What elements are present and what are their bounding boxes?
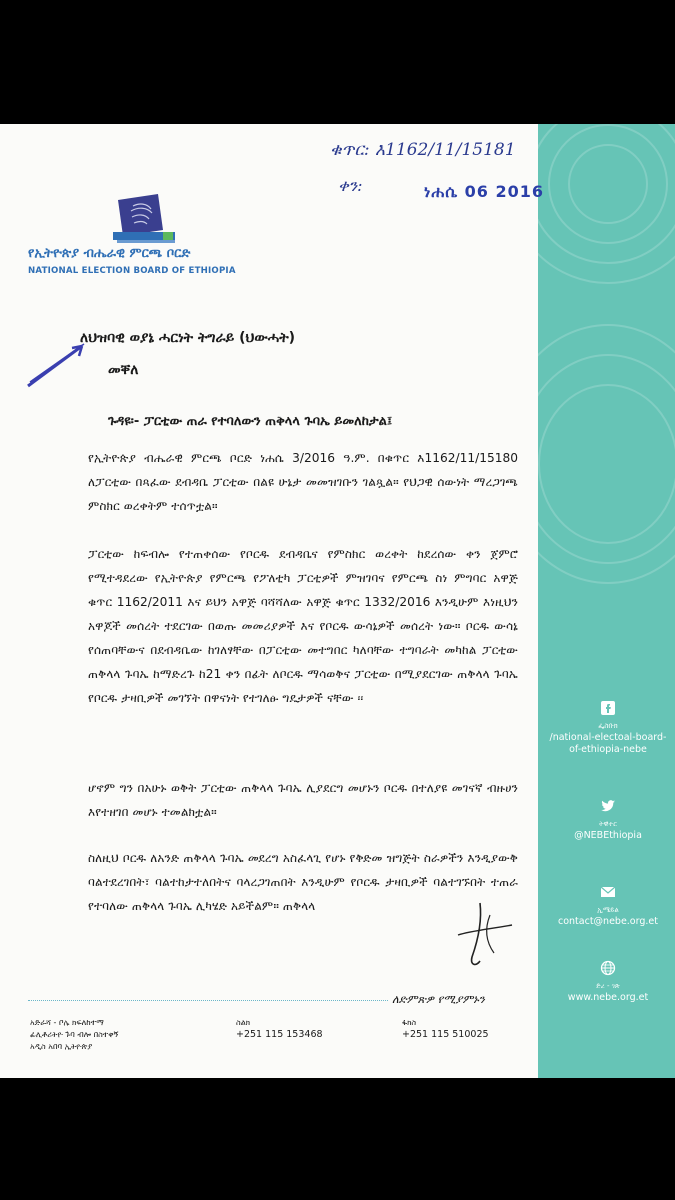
globe-icon	[600, 960, 616, 976]
email-label: ኢሜይል	[597, 906, 619, 914]
email-contact[interactable]	[548, 884, 668, 928]
facebook-label: ፌስቡክ	[598, 722, 618, 730]
website-label: ድረ - ገጽ	[595, 982, 621, 990]
body-paragraph: የኢትዮጵያ ብሔራዊ ምርጫ ቦርድ ነሐሴ 3/2016 ዓ.ም. በቁጥር እ1162/11/15180 ለፓርቲው በጻፈው ደብዳቤ ፓርቲው በልዩ ሁኔታ መመዝገቡን ገልጿል። የህጋዊ ሰውነት ማረጋገጫ ምስክር ወረቀትም ተሰጥቷል።	[88, 451, 518, 513]
twitter-label: ትዊተር	[598, 820, 618, 828]
footer-phone	[236, 1017, 323, 1041]
footer-address	[30, 1017, 118, 1053]
phone-number[interactable]: +251 115 153468	[236, 1029, 323, 1040]
email-icon	[600, 884, 616, 900]
address-line: ፊሊቶሪትዮ ጉባ ብሎ በስተቀኝ	[30, 1030, 119, 1039]
address-line: አዲስ አበባ ኢትዮጵያ	[30, 1042, 93, 1051]
body-paragraph: ፓርቲው ከፍብሎ የተጠቀሰው የቦርዱ ደብዳቤና የምስክር ወረቀት ከደረሰው ቀን ጀምሮ የሚተዳደረው የኢትዮጵያ የምርጫ የፖለቲካ ፓርቲዎች ምዝገባና የምርጫ ስነ ምግባር አዋጅ ቁጥር 1162/2011 እና ይህን አዋጅ ባሻሻለው አዋጅ ቁጥር 1332/2016 እንዲሁም እነዚህን አዋጆች መሰረት ተደርገው በወጡ መመሪያዎች እና የቦርዱ ውሳኔዎች መሰረት ነው። ቦርዱ ውሳኔ የሰጠባቸውና በደብዳቤው ከገለፃቸው በፓርቲው መተግበር ካለባቸው ተግባራት መካከል ፓርቲው ጠቅላላ ጉባኤ ከማድረጉ ከ21 ቀን በፊት ለቦርዱ ማሳወቅና ፓርቲው በሚያደርገው ጠቅላላ ጉባኤ የቦርዱ ታዛቢዎች መገኘት በዋናነት የተገለፁ ግዴታዎች ናቸው ፡፡	[88, 547, 518, 705]
twitter-value: @NEBEthiopia	[574, 830, 642, 841]
website-value: www.nebe.org.et	[567, 992, 649, 1003]
closing-tagline: ለድምጽዎ የሚያምኑን	[392, 992, 485, 1006]
reference-number: ቁጥር: እ1162/11/15181	[330, 140, 516, 160]
phone-label: ስልክ	[236, 1018, 251, 1027]
body-paragraph: ስለዚህ ቦርዱ ለአንድ ጠቅላላ ጉባኤ መደረግ አስፈላጊ የሆኑ የቅድመ ዝግጅት ስራዎችን እንዲያውቅ ባልተደረገበት፣ ባልተከታተለበትና ባላረጋገጠበት እንዲሁም የቦርዱ ታዛቢዎች ባልተገኙበት ተጠራ የተባለው ጠቅላላ ጉባኤ ሊካሄድ አይችልም። ጠቅላላ	[88, 851, 518, 913]
twitter-icon	[600, 798, 616, 814]
fax-number: +251 115 510025	[402, 1029, 489, 1040]
organization-name-amharic: የኢትዮጵያ ብሔራዊ ምርጫ ቦርድ	[28, 246, 191, 261]
twitter-contact[interactable]	[548, 798, 668, 842]
sidebar-panel	[538, 124, 675, 1078]
date-label: ቀን:	[338, 176, 363, 195]
email-value: contact@nebe.org.et	[558, 916, 658, 927]
date-stamp: ነሐሴ 06 2016	[424, 182, 545, 201]
letter-subject: ጉዳዩ፡- ፓርቲው ጠራ የተባለውን ጠቅላላ ጉባኤ ይመለከታል፤	[108, 414, 393, 429]
ballot-fingerprint-icon	[103, 192, 193, 252]
footer-divider	[28, 1000, 388, 1001]
recipient-name: ለህዝባዊ ወያኔ ሓርነት ትግራይ (ህውሓት)	[80, 330, 296, 346]
facebook-value: /national-electoal-board-of-ethiopia-nebe	[549, 732, 667, 755]
body-paragraph: ሆኖም ግን በአሁኑ ወቅት ፓርቲው ጠቅላላ ጉባኤ ሊያደርግ መሆኑን ቦርዱ በተለያዩ መገናኛ ብዙሀን እየተዘገበ መሆኑ ተመልክቷል።	[88, 781, 518, 819]
fax-label: ፋክስ	[402, 1018, 417, 1027]
address-line: አድራሻ - ቦሌ ክፍለከተማ	[30, 1018, 104, 1027]
facebook-icon	[600, 700, 616, 716]
recipient-city: መቐለ	[108, 362, 139, 378]
handwritten-signature	[450, 895, 520, 975]
footer-fax	[402, 1017, 489, 1041]
website-contact[interactable]	[548, 960, 668, 1004]
organization-name-english: NATIONAL ELECTION BOARD OF ETHIOPIA	[28, 266, 236, 276]
facebook-contact[interactable]	[548, 700, 668, 756]
